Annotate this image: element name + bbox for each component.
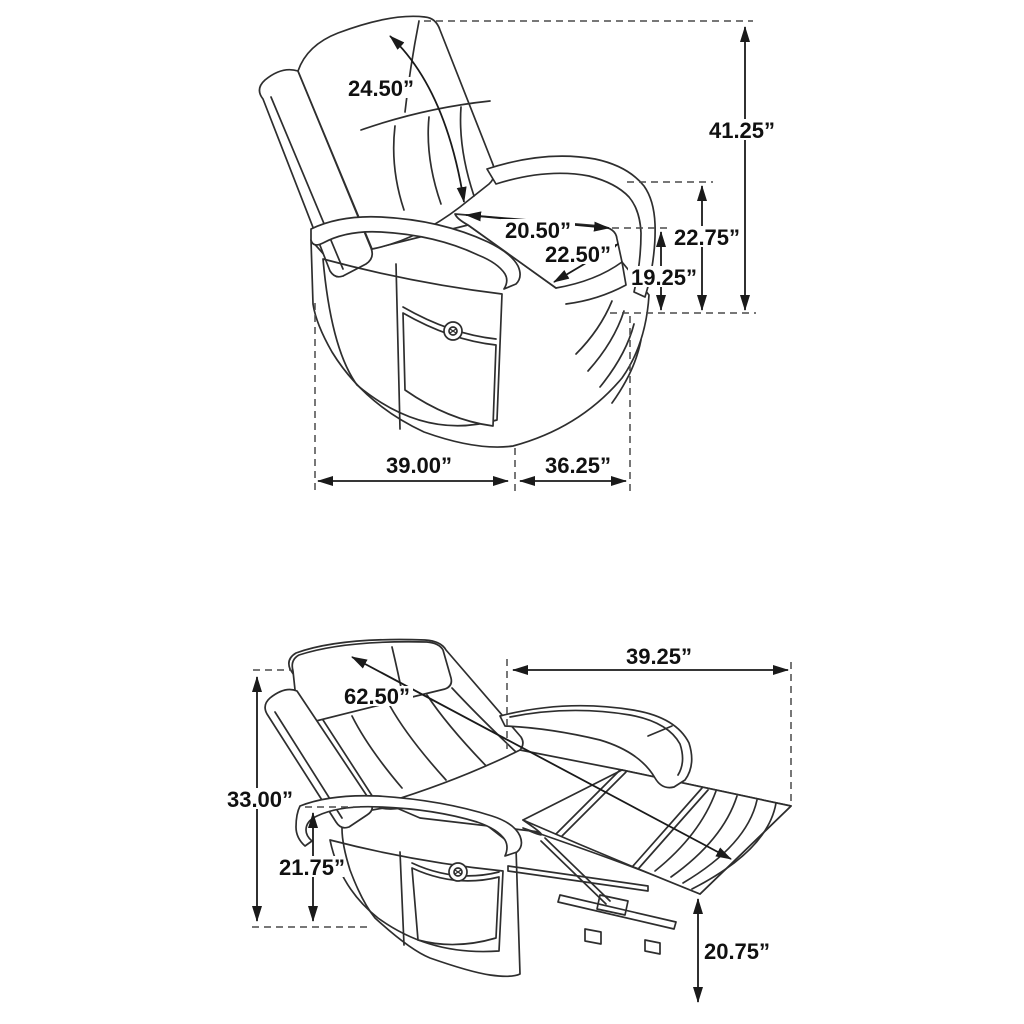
dim-label-reclined-height: 33.00” [226,787,294,812]
dim-label-back-length: 24.50” [347,76,415,101]
upright-recliner-drawing [259,16,655,447]
dim-label-seat-height: 19.25” [630,265,698,290]
dim-label-overall-height: 41.25” [708,118,776,143]
dim-label-overall-depth: 36.25” [544,453,612,478]
dim-label-footrest-height: 20.75” [703,939,771,964]
dim-label-overall-width: 39.00” [385,453,453,478]
dim-label-seat-width: 20.50” [504,218,572,243]
dim-label-footrest-extension: 39.25” [625,644,693,669]
dim-label-reclined-length: 62.50” [343,684,411,709]
dim-label-reclined-arm-height: 21.75” [278,855,346,880]
dim-label-seat-depth: 22.50” [544,242,612,267]
dim-label-arm-height: 22.75” [673,225,741,250]
